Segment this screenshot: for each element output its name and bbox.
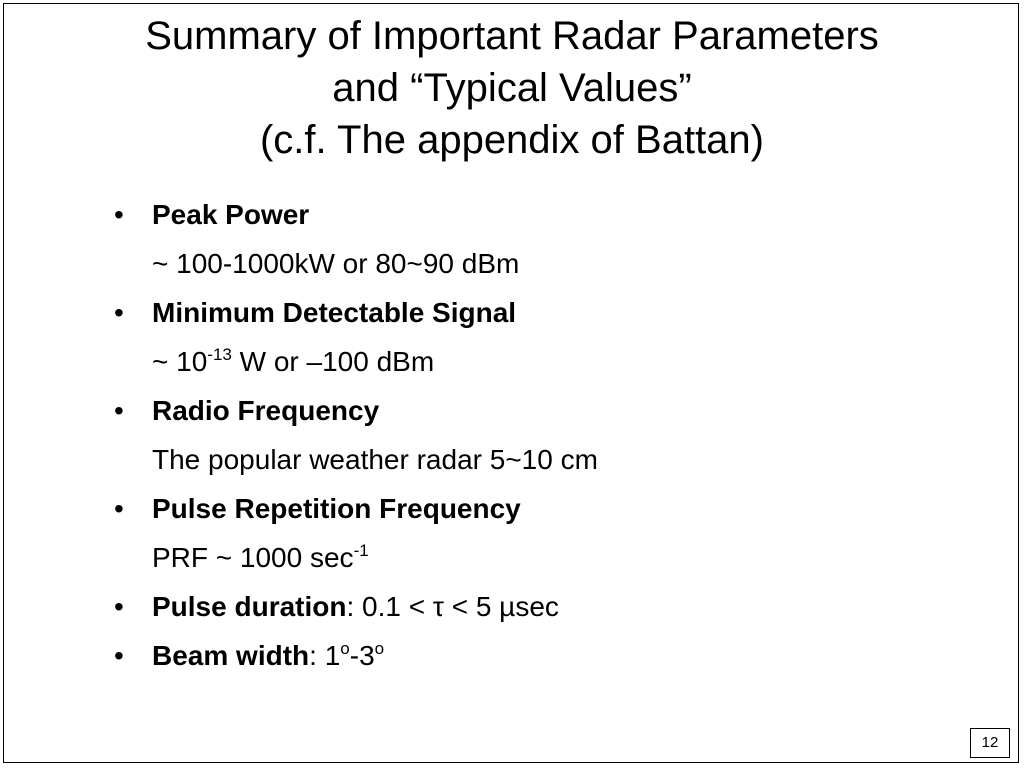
title-line-1: Summary of Important Radar Parameters <box>145 14 879 58</box>
bullet-line <box>152 631 384 680</box>
bullet-detail-pulse-repetition-frequency <box>110 533 990 582</box>
bullet-list <box>110 190 990 680</box>
slide-title <box>0 10 1024 166</box>
detail-text: PRF ~ 1000 sec <box>152 542 354 573</box>
bullet-detail <box>152 533 369 582</box>
bullet-item-minimum-detectable-signal <box>110 288 990 337</box>
bullet-detail-radio-frequency <box>110 435 990 484</box>
degree-symbol: o <box>340 639 350 658</box>
bullet-marker: • <box>114 395 124 426</box>
bullet-detail <box>152 337 434 386</box>
bullet-heading: Minimum Detectable Signal <box>152 297 517 328</box>
bullet-heading: Pulse duration <box>152 591 347 622</box>
detail-exponent: -1 <box>353 541 369 560</box>
bullet-marker: • <box>114 591 124 622</box>
bullet-heading: Pulse Repetition Frequency <box>152 493 521 524</box>
inline-value: : 0.1 < τ < 5 µsec <box>346 591 559 622</box>
detail-exponent: -13 <box>207 345 232 364</box>
bullet-detail-peak-power <box>110 239 990 288</box>
bullet-item-radio-frequency <box>110 386 990 435</box>
bullet-item-pulse-duration <box>110 582 990 631</box>
title-line-2: and “Typical Values” <box>332 66 692 110</box>
title-line-3: (c.f. The appendix of Battan) <box>259 118 764 162</box>
inline-value: : 1 <box>309 640 341 671</box>
detail-text: W or –100 dBm <box>231 346 435 377</box>
bullet-marker: • <box>114 640 124 671</box>
page-number: 12 <box>970 728 1010 758</box>
inline-value: -3 <box>349 640 375 671</box>
bullet-marker: • <box>114 493 124 524</box>
bullet-detail-minimum-detectable-signal <box>110 337 990 386</box>
detail-text: ~ 10 <box>152 346 208 377</box>
bullet-marker: • <box>114 297 124 328</box>
bullet-heading: Peak Power <box>152 199 310 230</box>
degree-symbol: o <box>374 639 385 658</box>
bullet-detail: The popular weather radar 5~10 cm <box>152 444 598 475</box>
bullet-line <box>152 582 559 631</box>
bullet-item-pulse-repetition-frequency <box>110 484 990 533</box>
bullet-marker: • <box>114 199 124 230</box>
bullet-item-peak-power <box>110 190 990 239</box>
bullet-item-beam-width <box>110 631 990 680</box>
bullet-heading: Radio Frequency <box>152 395 380 426</box>
bullet-detail: ~ 100-1000kW or 80~90 dBm <box>152 248 520 279</box>
bullet-heading: Beam width <box>152 640 310 671</box>
